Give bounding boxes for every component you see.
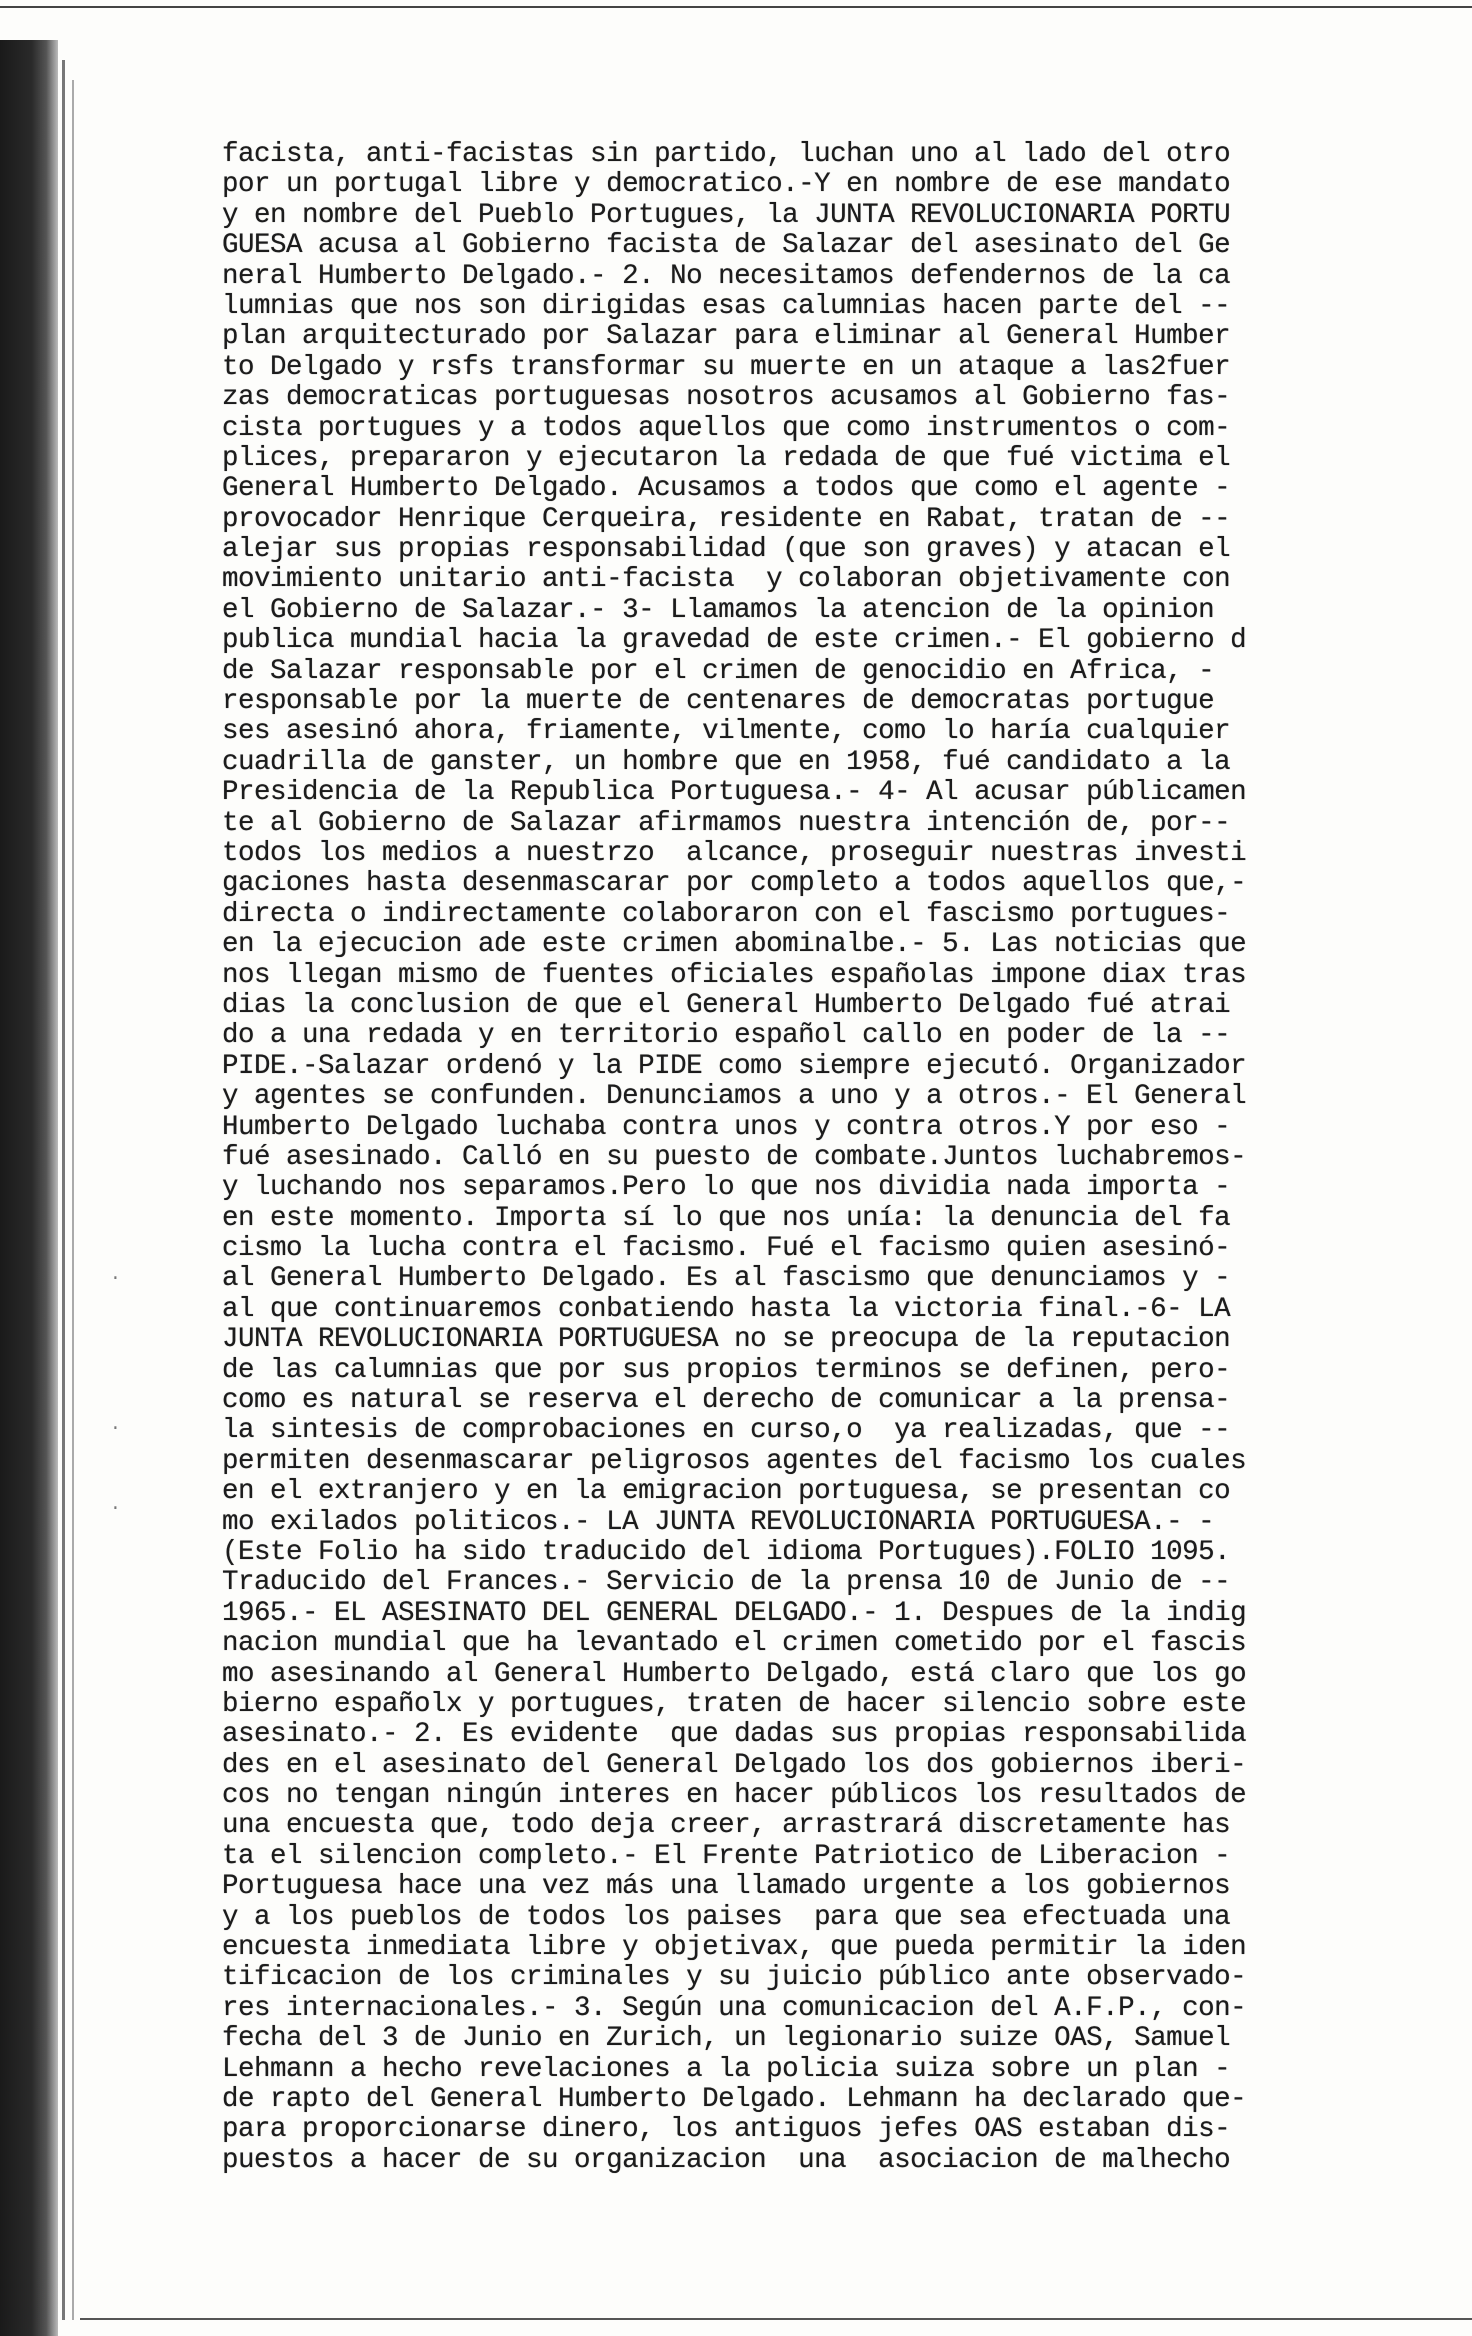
document-line: Presidencia de la Republica Portuguesa.- 4- Al acusar públicamen: [222, 777, 1247, 809]
page-top-rule: [0, 6, 1472, 8]
document-line: PIDE.-Salazar ordenó y la PIDE como siempre ejecutó. Organizador: [222, 1050, 1247, 1082]
binding-shadow: [0, 40, 58, 2336]
document-line: fecha del 3 de Junio en Zurich, un legionario suize OAS, Samuel: [222, 2023, 1231, 2055]
document-line: el Gobierno de Salazar.- 3- Llamamos la atencion de la opinion: [222, 594, 1215, 626]
document-line: cismo la lucha contra el facismo. Fué el facismo quien asesinó-: [222, 1233, 1231, 1265]
document-line: en este momento. Importa sí lo que nos unía: la denuncia del fa: [222, 1202, 1231, 1234]
document-line: nos llegan mismo de fuentes oficiales españolas impone diax tras: [222, 959, 1247, 991]
document-line: 1965.- EL ASESINATO DEL GENERAL DELGADO.- 1. Despues de la indig: [222, 1597, 1247, 1629]
binding-edge-line-2: [72, 80, 74, 2320]
document-line: puestos a hacer de su organizacion una asociacion de malhecho: [222, 2144, 1231, 2176]
document-line: gaciones hasta desenmascarar por completo a todos aquellos que,-: [222, 868, 1247, 900]
document-line: para proporcionarse dinero, los antiguos jefes OAS estaban dis-: [222, 2114, 1231, 2146]
document-line: de las calumnias que por sus propios terminos se definen, pero-: [222, 1354, 1231, 1386]
document-line: ses asesinó ahora, friamente, vilmente, como lo haría cualquier: [222, 716, 1231, 748]
document-line: provocador Henrique Cerqueira, residente en Rabat, tratan de --: [222, 503, 1231, 535]
document-line: permiten desenmascarar peligrosos agentes del facismo los cuales: [222, 1445, 1247, 1477]
document-line: al que continuaremos conbatiendo hasta la victoria final.-6- LA: [222, 1293, 1231, 1325]
document-line: asesinato.- 2. Es evidente que dadas sus propias responsabilida: [222, 1719, 1247, 1751]
document-line: como es natural se reserva el derecho de comunicar a la prensa-: [222, 1385, 1231, 1417]
document-line: cuadrilla de ganster, un hombre que en 1958, fué candidato a la: [222, 746, 1231, 778]
document-line: des en el asesinato del General Delgado los dos gobiernos iberi-: [222, 1749, 1247, 1781]
document-line: por un portugal libre y democratico.-Y en nombre de ese mandato: [222, 169, 1231, 201]
document-line: y agentes se confunden. Denunciamos a uno y a otros.- El General: [222, 1081, 1247, 1113]
document-line: neral Humberto Delgado.- 2. No necesitamos defendernos de la ca: [222, 260, 1231, 292]
document-line: to Delgado y rsfs transformar su muerte en un ataque a las2fuer: [222, 351, 1231, 383]
document-line: movimiento unitario anti-facista y colaboran objetivamente con: [222, 564, 1231, 596]
document-line: al General Humberto Delgado. Es al fascismo que denunciamos y -: [222, 1263, 1231, 1295]
document-line: una encuesta que, todo deja creer, arrastrará discretamente has: [222, 1810, 1231, 1842]
document-line: alejar sus propias responsabilidad (que son graves) y atacan el: [222, 534, 1231, 566]
document-line: do a una redada y en territorio español callo en poder de la --: [222, 1020, 1231, 1052]
document-body: [222, 140, 1462, 2176]
document-line: bierno españolx y portugues, traten de hacer silencio sobre este: [222, 1688, 1247, 1720]
document-line: res internacionales.- 3. Según una comunicacion del A.F.P., con-: [222, 1992, 1247, 2024]
document-line: cista portugues y a todos aquellos que como instrumentos o com-: [222, 412, 1231, 444]
document-line: mo asesinando al General Humberto Delgado, está claro que los go: [222, 1658, 1247, 1690]
document-line: nacion mundial que ha levantado el crimen cometido por el fascis: [222, 1628, 1247, 1660]
document-line: fué asesinado. Calló en su puesto de combate.Juntos luchabremos-: [222, 1141, 1247, 1173]
document-line: dias la conclusion de que el General Humberto Delgado fué atrai: [222, 989, 1231, 1021]
document-line: General Humberto Delgado. Acusamos a todos que como el agente -: [222, 473, 1231, 505]
document-line: directa o indirectamente colaboraron con el fascismo portugues-: [222, 898, 1231, 930]
document-line: encuesta inmediata libre y objetivax, que pueda permitir la iden: [222, 1932, 1247, 1964]
document-line: de Salazar responsable por el crimen de genocidio en Africa, -: [222, 655, 1215, 687]
document-line: mo exilados politicos.- LA JUNTA REVOLUCIONARIA PORTUGUESA.- -: [222, 1506, 1215, 1538]
document-line: zas democraticas portuguesas nosotros acusamos al Gobierno fas-: [222, 382, 1231, 414]
document-line: plices, prepararon y ejecutaron la redada de que fué victima el: [222, 442, 1231, 474]
document-line: cos no tengan ningún interes en hacer públicos los resultados de: [222, 1780, 1247, 1812]
document-line: en la ejecucion ade este crimen abominalbe.- 5. Las noticias que: [222, 929, 1247, 961]
document-line: todos los medios a nuestrzo alcance, proseguir nuestras investi: [222, 837, 1247, 869]
document-line: en el extranjero y en la emigracion portuguesa, se presentan co: [222, 1476, 1231, 1508]
document-line: te al Gobierno de Salazar afirmamos nuestra intención de, por--: [222, 807, 1231, 839]
document-line: Portuguesa hace una vez más una llamado urgente a los gobiernos: [222, 1871, 1231, 1903]
scan-speck: ·: [110, 1269, 121, 1289]
document-line: publica mundial hacia la gravedad de este crimen.- El gobierno d: [222, 625, 1247, 657]
document-line: y en nombre del Pueblo Portugues, la JUNTA REVOLUCIONARIA PORTU: [222, 199, 1231, 231]
scan-speck: ·: [110, 1419, 121, 1439]
binding-edge-line: [62, 60, 65, 2320]
document-line: Lehmann a hecho revelaciones a la policia suiza sobre un plan -: [222, 2053, 1231, 2085]
document-line: Humberto Delgado luchaba contra unos y contra otros.Y por eso -: [222, 1111, 1231, 1143]
document-line: tificacion de los criminales y su juicio público ante observado-: [222, 1962, 1247, 1994]
document-line: facista, anti-facistas sin partido, luchan uno al lado del otro: [222, 139, 1231, 170]
document-line: Traducido del Frances.- Servicio de la prensa 10 de Junio de --: [222, 1567, 1231, 1599]
document-line: y luchando nos separamos.Pero lo que nos dividia nada importa -: [222, 1172, 1231, 1204]
page-bottom-rule: [80, 2318, 1472, 2320]
scan-speck: ·: [110, 1499, 121, 1519]
document-line: de rapto del General Humberto Delgado. Lehmann ha declarado que-: [222, 2084, 1247, 2115]
document-line: GUESA acusa al Gobierno facista de Salazar del asesinato del Ge: [222, 230, 1231, 262]
document-line: plan arquitecturado por Salazar para eliminar al General Humber: [222, 321, 1231, 353]
document-line: responsable por la muerte de centenares de democratas portugue: [222, 686, 1215, 718]
document-line: JUNTA REVOLUCIONARIA PORTUGUESA no se preocupa de la reputacion: [222, 1324, 1231, 1356]
document-line: y a los pueblos de todos los paises para que sea efectuada una: [222, 1901, 1231, 1933]
document-line: (Este Folio ha sido traducido del idioma Portugues).FOLIO 1095.: [222, 1536, 1231, 1568]
document-line: lumnias que nos son dirigidas esas calumnias hacen parte del --: [222, 290, 1231, 322]
document-line: la sintesis de comprobaciones en curso,o ya realizadas, que --: [222, 1415, 1231, 1447]
document-line: ta el silencion completo.- El Frente Patriotico de Liberacion -: [222, 1840, 1231, 1872]
